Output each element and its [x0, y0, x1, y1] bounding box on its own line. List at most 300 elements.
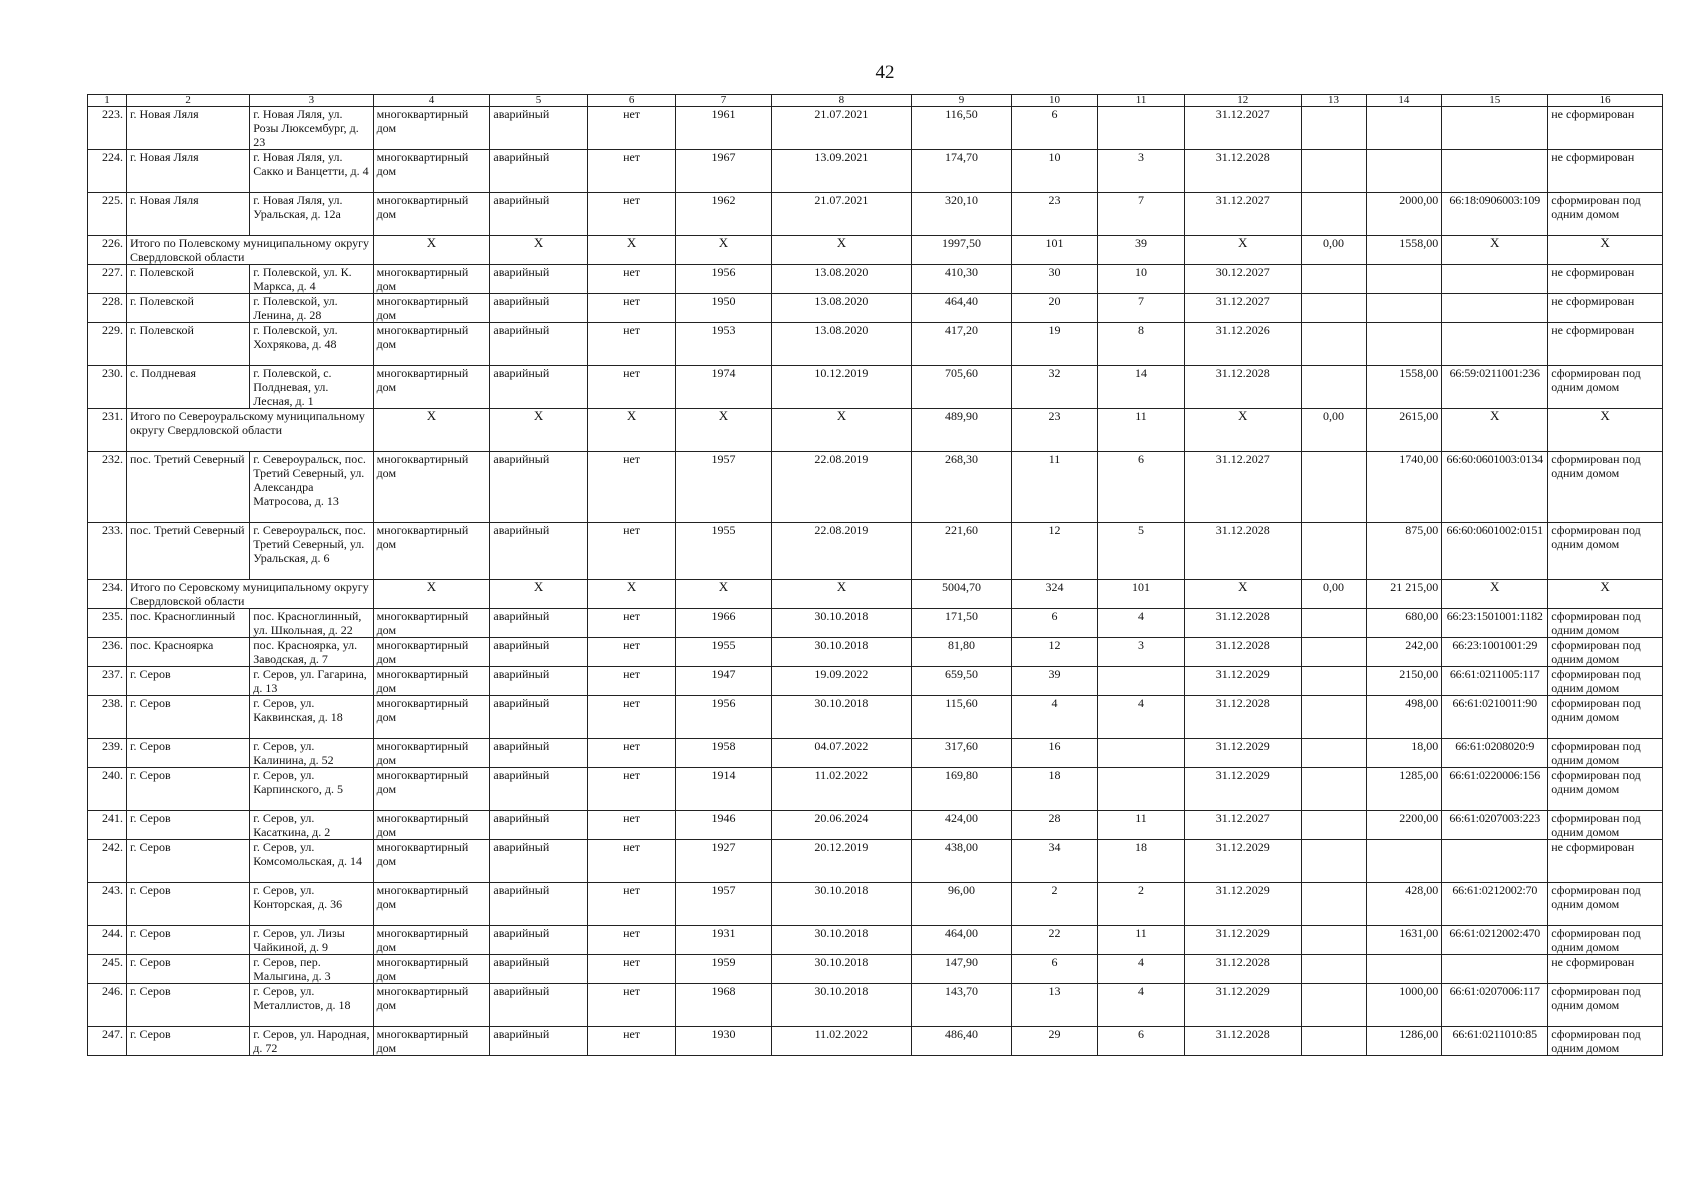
- col-13-value: [1301, 523, 1366, 580]
- column-number-15: 15: [1442, 95, 1548, 107]
- col-10-value: 28: [1011, 811, 1098, 840]
- land-status: сформирован под одним домом: [1548, 811, 1663, 840]
- col-13-value: [1301, 840, 1366, 883]
- settlement: г. Полевской: [126, 265, 249, 294]
- land-area: 428,00: [1366, 883, 1442, 926]
- table-row: [88, 638, 1663, 667]
- resettlement-deadline: 31.12.2028: [1184, 366, 1301, 409]
- year-built: 1962: [676, 193, 771, 236]
- land-area: 2615,00: [1366, 409, 1442, 452]
- address: г. Серов, ул. Карпинского, д. 5: [250, 768, 373, 811]
- col-10-value: 22: [1011, 926, 1098, 955]
- table-row: [88, 926, 1663, 955]
- year-built: 1967: [676, 150, 771, 193]
- col-6-value: нет: [587, 452, 676, 523]
- row-number: 224.: [88, 150, 127, 193]
- resettlement-deadline: X: [1184, 580, 1301, 609]
- col-6-value: нет: [587, 883, 676, 926]
- cadastral-number: 66:23:1001001:29: [1442, 638, 1548, 667]
- column-number-1: 1: [88, 95, 127, 107]
- land-status: сформирован под одним домом: [1548, 768, 1663, 811]
- col-11-value: 18: [1098, 840, 1185, 883]
- col-11-value: 11: [1098, 811, 1185, 840]
- recognition-date: 30.10.2018: [771, 609, 912, 638]
- row-number: 243.: [88, 883, 127, 926]
- cadastral-number: 66:61:0212002:470: [1442, 926, 1548, 955]
- condition: аварийный: [490, 150, 587, 193]
- settlement: г. Серов: [126, 955, 249, 984]
- resettlement-deadline: X: [1184, 236, 1301, 265]
- address: г. Серов, ул. Каквинская, д. 18: [250, 696, 373, 739]
- col-6-value: нет: [587, 323, 676, 366]
- col-11-value: 11: [1098, 926, 1185, 955]
- cadastral-number: [1442, 265, 1548, 294]
- col-13-value: [1301, 883, 1366, 926]
- building-type: многоквартирный дом: [373, 638, 490, 667]
- cadastral-number: 66:61:0212002:70: [1442, 883, 1548, 926]
- area: 143,70: [912, 984, 1012, 1027]
- recognition-date: 11.02.2022: [771, 1027, 912, 1056]
- settlement: с. Полдневая: [126, 366, 249, 409]
- building-type: многоквартирный дом: [373, 840, 490, 883]
- area: 115,60: [912, 696, 1012, 739]
- year-built: 1957: [676, 883, 771, 926]
- settlement: г. Полевской: [126, 323, 249, 366]
- resettlement-deadline: X: [1184, 409, 1301, 452]
- col-11-value: 10: [1098, 265, 1185, 294]
- col-11-value: 4: [1098, 955, 1185, 984]
- recognition-date: 21.07.2021: [771, 107, 912, 150]
- year-built: 1968: [676, 984, 771, 1027]
- building-type: многоквартирный дом: [373, 696, 490, 739]
- recognition-date: 21.07.2021: [771, 193, 912, 236]
- table-row: [88, 193, 1663, 236]
- col-13-value: [1301, 323, 1366, 366]
- area: 705,60: [912, 366, 1012, 409]
- condition: аварийный: [490, 323, 587, 366]
- year-built: 1961: [676, 107, 771, 150]
- col-13-value: [1301, 265, 1366, 294]
- settlement: г. Серов: [126, 739, 249, 768]
- col-10-value: 10: [1011, 150, 1098, 193]
- area: 169,80: [912, 768, 1012, 811]
- area: 317,60: [912, 739, 1012, 768]
- land-area: 2150,00: [1366, 667, 1442, 696]
- row-number: 225.: [88, 193, 127, 236]
- condition: аварийный: [490, 768, 587, 811]
- row-number: 240.: [88, 768, 127, 811]
- address: г. Серов, ул. Конторская, д. 36: [250, 883, 373, 926]
- area: 320,10: [912, 193, 1012, 236]
- cadastral-number: 66:61:0220006:156: [1442, 768, 1548, 811]
- address: г. Серов, ул. Народная, д. 72: [250, 1027, 373, 1056]
- land-area: [1366, 323, 1442, 366]
- table-row: [88, 667, 1663, 696]
- condition: аварийный: [490, 739, 587, 768]
- col-13-value: 0,00: [1301, 409, 1366, 452]
- condition: аварийный: [490, 984, 587, 1027]
- col-6-value: нет: [587, 638, 676, 667]
- col-6-value: нет: [587, 294, 676, 323]
- area: 417,20: [912, 323, 1012, 366]
- resettlement-deadline: 31.12.2029: [1184, 768, 1301, 811]
- cadastral-number: 66:61:0211005:117: [1442, 667, 1548, 696]
- land-area: 2000,00: [1366, 193, 1442, 236]
- year-built: 1914: [676, 768, 771, 811]
- building-type: многоквартирный дом: [373, 883, 490, 926]
- table-row: [88, 883, 1663, 926]
- land-area: 242,00: [1366, 638, 1442, 667]
- condition: X: [490, 409, 587, 452]
- condition: аварийный: [490, 609, 587, 638]
- table-row: [88, 1027, 1663, 1056]
- settlement: г. Серов: [126, 811, 249, 840]
- col-6-value: нет: [587, 984, 676, 1027]
- row-number: 247.: [88, 1027, 127, 1056]
- condition: X: [490, 236, 587, 265]
- col-11-value: 7: [1098, 294, 1185, 323]
- col-13-value: 0,00: [1301, 580, 1366, 609]
- column-number-13: 13: [1301, 95, 1366, 107]
- recognition-date: X: [771, 580, 912, 609]
- year-built: 1958: [676, 739, 771, 768]
- col-6-value: нет: [587, 150, 676, 193]
- year-built: X: [676, 580, 771, 609]
- address: г. Новая Ляля, ул. Сакко и Ванцетти, д. 4: [250, 150, 373, 193]
- land-status: сформирован под одним домом: [1548, 667, 1663, 696]
- land-area: [1366, 107, 1442, 150]
- table-row: [88, 523, 1663, 580]
- settlement: г. Новая Ляля: [126, 193, 249, 236]
- building-type: многоквартирный дом: [373, 926, 490, 955]
- land-status: сформирован под одним домом: [1548, 1027, 1663, 1056]
- condition: аварийный: [490, 265, 587, 294]
- col-11-value: 2: [1098, 883, 1185, 926]
- year-built: 1956: [676, 696, 771, 739]
- col-10-value: 16: [1011, 739, 1098, 768]
- row-number: 230.: [88, 366, 127, 409]
- condition: аварийный: [490, 638, 587, 667]
- address: г. Серов, ул. Касаткина, д. 2: [250, 811, 373, 840]
- condition: X: [490, 580, 587, 609]
- table-row: [88, 811, 1663, 840]
- condition: аварийный: [490, 955, 587, 984]
- recognition-date: 13.09.2021: [771, 150, 912, 193]
- condition: аварийный: [490, 193, 587, 236]
- resettlement-deadline: 31.12.2027: [1184, 107, 1301, 150]
- building-type: многоквартирный дом: [373, 1027, 490, 1056]
- resettlement-deadline: 31.12.2029: [1184, 739, 1301, 768]
- area: 464,00: [912, 926, 1012, 955]
- land-status: сформирован под одним домом: [1548, 452, 1663, 523]
- col-11-value: 3: [1098, 150, 1185, 193]
- condition: аварийный: [490, 107, 587, 150]
- table-row: [88, 696, 1663, 739]
- resettlement-deadline: 31.12.2027: [1184, 294, 1301, 323]
- cadastral-number: [1442, 294, 1548, 323]
- land-area: 1558,00: [1366, 366, 1442, 409]
- resettlement-deadline: 31.12.2027: [1184, 811, 1301, 840]
- settlement: пос. Красноглинный: [126, 609, 249, 638]
- building-type: многоквартирный дом: [373, 193, 490, 236]
- year-built: 1974: [676, 366, 771, 409]
- area: 424,00: [912, 811, 1012, 840]
- land-area: 18,00: [1366, 739, 1442, 768]
- resettlement-deadline: 31.12.2029: [1184, 984, 1301, 1027]
- year-built: 1950: [676, 294, 771, 323]
- col-6-value: нет: [587, 768, 676, 811]
- building-type: многоквартирный дом: [373, 811, 490, 840]
- building-type: многоквартирный дом: [373, 294, 490, 323]
- col-6-value: нет: [587, 840, 676, 883]
- address: г. Серов, ул. Калинина, д. 52: [250, 739, 373, 768]
- row-number: 232.: [88, 452, 127, 523]
- column-number-11: 11: [1098, 95, 1185, 107]
- row-number: 238.: [88, 696, 127, 739]
- cadastral-number: 66:61:0210011:90: [1442, 696, 1548, 739]
- col-6-value: нет: [587, 1027, 676, 1056]
- col-10-value: 101: [1011, 236, 1098, 265]
- col-10-value: 6: [1011, 107, 1098, 150]
- col-6-value: нет: [587, 523, 676, 580]
- building-type: многоквартирный дом: [373, 107, 490, 150]
- col-6-value: нет: [587, 265, 676, 294]
- col-10-value: 12: [1011, 638, 1098, 667]
- table-row: [88, 265, 1663, 294]
- land-status: сформирован под одним домом: [1548, 984, 1663, 1027]
- land-status: не сформирован: [1548, 840, 1663, 883]
- col-10-value: 30: [1011, 265, 1098, 294]
- col-6-value: нет: [587, 107, 676, 150]
- recognition-date: 04.07.2022: [771, 739, 912, 768]
- condition: аварийный: [490, 926, 587, 955]
- resettlement-deadline: 31.12.2028: [1184, 609, 1301, 638]
- building-type: X: [373, 580, 490, 609]
- recognition-date: X: [771, 409, 912, 452]
- table-row: [88, 840, 1663, 883]
- table-row: [88, 768, 1663, 811]
- land-area: [1366, 150, 1442, 193]
- recognition-date: 22.08.2019: [771, 523, 912, 580]
- land-status: X: [1548, 236, 1663, 265]
- page-number: 42: [875, 62, 895, 83]
- col-13-value: [1301, 294, 1366, 323]
- resettlement-deadline: 31.12.2027: [1184, 193, 1301, 236]
- condition: аварийный: [490, 883, 587, 926]
- col-11-value: 4: [1098, 609, 1185, 638]
- row-number: 239.: [88, 739, 127, 768]
- address: г. Североуральск, пос. Третий Северный, ул. Уральская, д. 6: [250, 523, 373, 580]
- land-area: [1366, 294, 1442, 323]
- resettlement-deadline: 31.12.2029: [1184, 883, 1301, 926]
- building-type: многоквартирный дом: [373, 768, 490, 811]
- col-11-value: 101: [1098, 580, 1185, 609]
- column-number-10: 10: [1011, 95, 1098, 107]
- recognition-date: 11.02.2022: [771, 768, 912, 811]
- cadastral-number: 66:61:0211010:85: [1442, 1027, 1548, 1056]
- building-type: многоквартирный дом: [373, 667, 490, 696]
- building-type: многоквартирный дом: [373, 523, 490, 580]
- col-11-value: [1098, 768, 1185, 811]
- land-status: X: [1548, 409, 1663, 452]
- cadastral-number: X: [1442, 580, 1548, 609]
- settlement: г. Серов: [126, 883, 249, 926]
- settlement: г. Серов: [126, 696, 249, 739]
- land-area: [1366, 840, 1442, 883]
- address: г. Полевской, ул. К. Маркса, д. 4: [250, 265, 373, 294]
- year-built: 1955: [676, 523, 771, 580]
- col-10-value: 23: [1011, 409, 1098, 452]
- land-status: сформирован под одним домом: [1548, 638, 1663, 667]
- col-6-value: нет: [587, 955, 676, 984]
- address: г. Полевской, ул. Ленина, д. 28: [250, 294, 373, 323]
- column-number-2: 2: [126, 95, 249, 107]
- col-13-value: 0,00: [1301, 236, 1366, 265]
- table-row: [88, 955, 1663, 984]
- col-13-value: [1301, 107, 1366, 150]
- address: г. Серов, ул. Гагарина, д. 13: [250, 667, 373, 696]
- total-row: [88, 236, 1663, 265]
- col-13-value: [1301, 609, 1366, 638]
- col-6-value: X: [587, 236, 676, 265]
- land-area: 1286,00: [1366, 1027, 1442, 1056]
- building-type: многоквартирный дом: [373, 452, 490, 523]
- row-number: 223.: [88, 107, 127, 150]
- recognition-date: 30.10.2018: [771, 696, 912, 739]
- land-status: сформирован под одним домом: [1548, 883, 1663, 926]
- land-status: не сформирован: [1548, 265, 1663, 294]
- year-built: 1930: [676, 1027, 771, 1056]
- column-number-row: [88, 95, 1663, 107]
- land-area: 1631,00: [1366, 926, 1442, 955]
- condition: аварийный: [490, 523, 587, 580]
- total-row: [88, 409, 1663, 452]
- col-6-value: нет: [587, 811, 676, 840]
- settlement: г. Серов: [126, 984, 249, 1027]
- building-type: многоквартирный дом: [373, 955, 490, 984]
- condition: аварийный: [490, 452, 587, 523]
- column-number-16: 16: [1548, 95, 1663, 107]
- table-row: [88, 984, 1663, 1027]
- year-built: X: [676, 409, 771, 452]
- col-13-value: [1301, 984, 1366, 1027]
- col-11-value: 8: [1098, 323, 1185, 366]
- col-11-value: 5: [1098, 523, 1185, 580]
- resettlement-deadline: 30.12.2027: [1184, 265, 1301, 294]
- land-status: не сформирован: [1548, 955, 1663, 984]
- recognition-date: 13.08.2020: [771, 323, 912, 366]
- row-number: 235.: [88, 609, 127, 638]
- col-13-value: [1301, 1027, 1366, 1056]
- col-13-value: [1301, 638, 1366, 667]
- area: 81,80: [912, 638, 1012, 667]
- col-11-value: 6: [1098, 452, 1185, 523]
- resettlement-deadline: 31.12.2029: [1184, 840, 1301, 883]
- cadastral-number: 66:60:0601002:0151: [1442, 523, 1548, 580]
- col-10-value: 2: [1011, 883, 1098, 926]
- col-6-value: нет: [587, 366, 676, 409]
- col-6-value: X: [587, 580, 676, 609]
- land-status: сформирован под одним домом: [1548, 193, 1663, 236]
- col-10-value: 29: [1011, 1027, 1098, 1056]
- resettlement-deadline: 31.12.2029: [1184, 926, 1301, 955]
- col-11-value: 14: [1098, 366, 1185, 409]
- year-built: 1959: [676, 955, 771, 984]
- row-number: 228.: [88, 294, 127, 323]
- col-11-value: 3: [1098, 638, 1185, 667]
- address: г. Новая Ляля, ул. Уральская, д. 12а: [250, 193, 373, 236]
- col-13-value: [1301, 739, 1366, 768]
- year-built: 1947: [676, 667, 771, 696]
- settlement: г. Серов: [126, 840, 249, 883]
- table-row: [88, 150, 1663, 193]
- year-built: 1931: [676, 926, 771, 955]
- area: 659,50: [912, 667, 1012, 696]
- col-6-value: нет: [587, 193, 676, 236]
- address: г. Новая Ляля, ул. Розы Люксембург, д. 23: [250, 107, 373, 150]
- year-built: 1956: [676, 265, 771, 294]
- building-type: многоквартирный дом: [373, 323, 490, 366]
- address: пос. Красноглинный, ул. Школьная, д. 22: [250, 609, 373, 638]
- building-type: многоквартирный дом: [373, 984, 490, 1027]
- building-type: многоквартирный дом: [373, 739, 490, 768]
- cadastral-number: [1442, 840, 1548, 883]
- settlement: г. Полевской: [126, 294, 249, 323]
- col-11-value: 7: [1098, 193, 1185, 236]
- condition: аварийный: [490, 840, 587, 883]
- year-built: 1966: [676, 609, 771, 638]
- area: 221,60: [912, 523, 1012, 580]
- condition: аварийный: [490, 294, 587, 323]
- land-area: 875,00: [1366, 523, 1442, 580]
- row-number: 233.: [88, 523, 127, 580]
- land-area: 21 215,00: [1366, 580, 1442, 609]
- land-status: не сформирован: [1548, 323, 1663, 366]
- col-11-value: 4: [1098, 984, 1185, 1027]
- address: г. Североуральск, пос. Третий Северный, ул. Александра Матросова, д. 13: [250, 452, 373, 523]
- building-type: X: [373, 409, 490, 452]
- condition: аварийный: [490, 811, 587, 840]
- col-10-value: 32: [1011, 366, 1098, 409]
- land-status: не сформирован: [1548, 150, 1663, 193]
- row-number: 227.: [88, 265, 127, 294]
- address: г. Полевской, ул. Хохрякова, д. 48: [250, 323, 373, 366]
- land-status: сформирован под одним домом: [1548, 366, 1663, 409]
- col-13-value: [1301, 811, 1366, 840]
- land-area: 498,00: [1366, 696, 1442, 739]
- column-number-3: 3: [250, 95, 373, 107]
- land-area: [1366, 955, 1442, 984]
- col-10-value: 12: [1011, 523, 1098, 580]
- address: г. Серов, ул. Металлистов, д. 18: [250, 984, 373, 1027]
- recognition-date: 30.10.2018: [771, 984, 912, 1027]
- address: г. Серов, ул. Комсомольская, д. 14: [250, 840, 373, 883]
- address: г. Серов, ул. Лизы Чайкиной, д. 9: [250, 926, 373, 955]
- recognition-date: 30.10.2018: [771, 638, 912, 667]
- col-10-value: 11: [1011, 452, 1098, 523]
- building-type: X: [373, 236, 490, 265]
- table-row: [88, 323, 1663, 366]
- area: 1997,50: [912, 236, 1012, 265]
- col-13-value: [1301, 696, 1366, 739]
- settlement: пос. Третий Северный: [126, 452, 249, 523]
- settlement: г. Новая Ляля: [126, 107, 249, 150]
- col-6-value: нет: [587, 667, 676, 696]
- area: 5004,70: [912, 580, 1012, 609]
- year-built: 1927: [676, 840, 771, 883]
- settlement: г. Серов: [126, 926, 249, 955]
- year-built: 1957: [676, 452, 771, 523]
